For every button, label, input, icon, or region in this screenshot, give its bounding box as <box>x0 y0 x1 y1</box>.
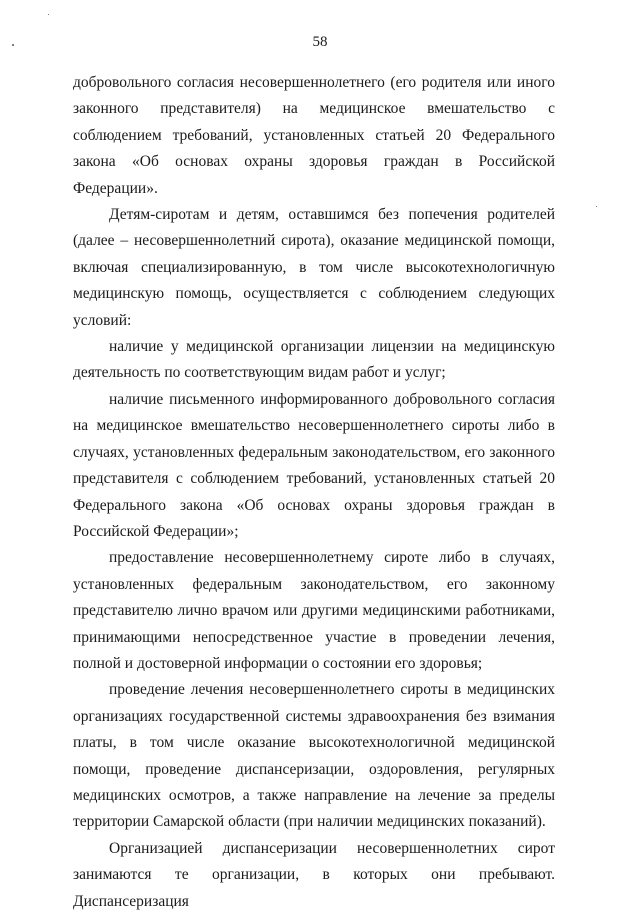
paragraph-6: проведение лечения несовершеннолетнего сироты в медицинских организациях государственной системы здравоохранения без взимания платы, в том числе оказание высокотехнологичной медицинской помощи, проведение диспансеризации, оздоровления, регулярных медицинских осмотров, а также направление на лечение за пределы территории Самарской области (при наличии медицинских показаний). <box>73 681 555 831</box>
document-body <box>73 70 555 915</box>
paragraph-2: Детям-сиротам и детям, оставшимся без попечения родителей (далее – несовершеннолетний сирота), оказание медицинской помощи, включая специализированную, в том числе высокотехнологичную медицинскую помощь, осуществляется с соблюдением следующих условий: <box>73 206 555 329</box>
scan-speck <box>48 14 49 15</box>
paragraph-5: предоставление несовершеннолетнему сироте либо в случаях, установленных федеральным законодательством, его законному представителю лично врачом или другими медицинскими работниками, принимающими непосредственное участие в проведении лечения, полной и достоверной информации о состоянии его здоровья; <box>73 549 555 672</box>
paragraph-4: наличие письменного информированного добровольного согласия на медицинское вмешательство несовершеннолетнего сироты либо в случаях, установленных федеральным законодательством, его законного представителя с соблюдением требований, установленных статьей 20 Федерального закона «Об основах охраны здоровья граждан в Российской Федерации»; <box>73 390 555 540</box>
paragraph-7: Организацией диспансеризации несовершеннолетних сирот занимаются те организации, в которых они пребывают. Диспансеризация <box>73 839 555 910</box>
scan-speck <box>596 206 597 207</box>
paragraph-3: наличие у медицинской организации лицензии на медицинскую деятельность по соответствующим видам работ и услуг; <box>73 338 555 382</box>
paragraph-1: добровольного согласия несовершеннолетнего (его родителя или иного законного представителя) на медицинское вмешательство с соблюдением требований, установленных статьей 20 Федерального закона «Об основах охраны здоровья граждан в Российской Федерации». <box>73 74 555 197</box>
scan-speck <box>12 44 14 46</box>
page-number: 58 <box>312 34 328 50</box>
